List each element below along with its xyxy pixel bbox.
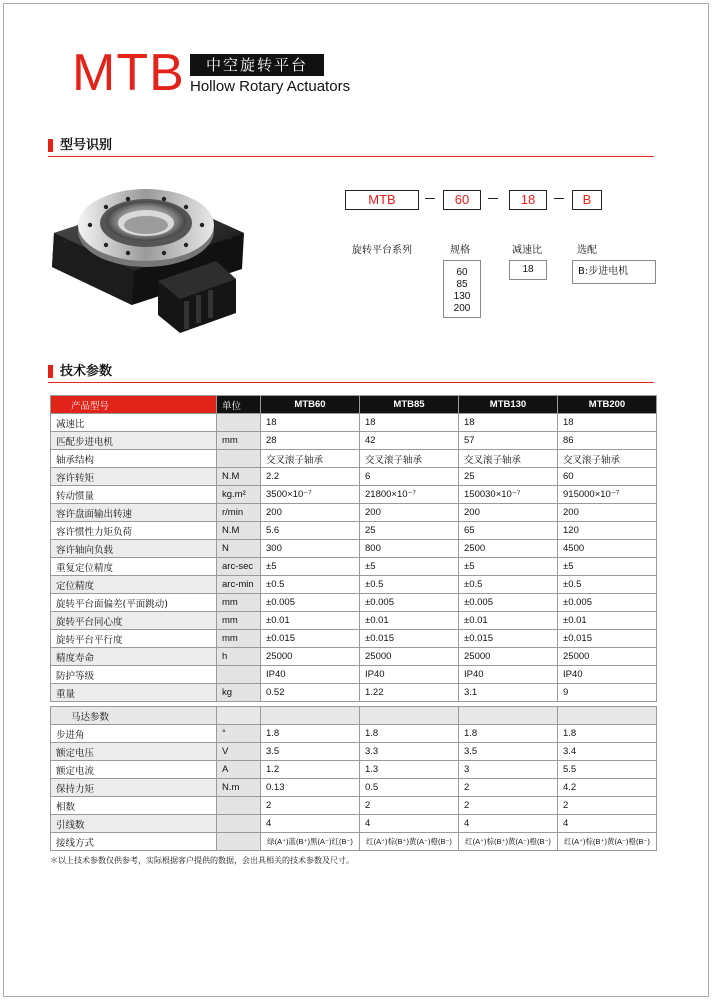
table-row: [51, 432, 657, 450]
row-name: 步进角: [51, 725, 217, 743]
row-value: 18: [261, 414, 360, 432]
row-value: 1.8: [459, 725, 558, 743]
table-row: [51, 540, 657, 558]
row-unit: N.M: [217, 468, 261, 486]
row-value: ±0.005: [459, 594, 558, 612]
row-unit: kg: [217, 684, 261, 702]
row-name: 接线方式: [51, 833, 217, 851]
row-value: ±0.015: [459, 630, 558, 648]
row-value: 0.5: [360, 779, 459, 797]
header-unit: 单位: [217, 396, 261, 414]
table-row: [51, 558, 657, 576]
row-value: 4: [261, 815, 360, 833]
row-value: 0.13: [261, 779, 360, 797]
code-size: 60: [443, 190, 481, 210]
code-option: B: [572, 190, 602, 210]
row-value: 60: [558, 468, 657, 486]
row-unit: N: [217, 540, 261, 558]
table-header-row: [51, 396, 657, 414]
row-value: 4: [459, 815, 558, 833]
row-value: ±0.015: [261, 630, 360, 648]
spec-table: [50, 395, 657, 702]
row-value: 3.3: [360, 743, 459, 761]
row-value: 200: [261, 504, 360, 522]
row-value: ±5: [558, 558, 657, 576]
row-unit: [217, 666, 261, 684]
title-chinese: 中空旋转平台: [190, 54, 324, 76]
section-tech-params: [48, 362, 654, 382]
table-row: [51, 648, 657, 666]
row-value: 200: [558, 504, 657, 522]
row-value: 6: [360, 468, 459, 486]
row-unit: kg.m²: [217, 486, 261, 504]
row-value: ±0.5: [360, 576, 459, 594]
row-unit: [217, 815, 261, 833]
label-series: 旋转平台系列: [352, 245, 412, 256]
table-row: [51, 725, 657, 743]
table-row: [51, 779, 657, 797]
row-value: 200: [360, 504, 459, 522]
row-value: 65: [459, 522, 558, 540]
row-value: 28: [261, 432, 360, 450]
product-image: [46, 175, 256, 335]
table-row: [51, 833, 657, 851]
row-value: 1.8: [261, 725, 360, 743]
row-name: 额定电压: [51, 743, 217, 761]
table-row: [51, 797, 657, 815]
row-value: ±5: [261, 558, 360, 576]
row-value: 86: [558, 432, 657, 450]
row-value: 交叉滚子轴承: [360, 450, 459, 468]
code-dash: [425, 198, 435, 199]
table-row: [51, 450, 657, 468]
row-name: 旋转平台面偏差(平面跳动): [51, 594, 217, 612]
row-value: 800: [360, 540, 459, 558]
row-value: ±0.005: [360, 594, 459, 612]
section-title: 技术参数: [60, 364, 113, 379]
row-value: 9: [558, 684, 657, 702]
row-name: 容许轴向负载: [51, 540, 217, 558]
row-value: 1.3: [360, 761, 459, 779]
table-row: [51, 486, 657, 504]
row-value: IP40: [360, 666, 459, 684]
row-value: 红(A⁺)棕(B⁺)黄(A⁻)橙(B⁻): [558, 833, 657, 851]
row-value: 5.5: [558, 761, 657, 779]
row-name: 引线数: [51, 815, 217, 833]
section-model-id: [48, 136, 654, 156]
row-value: 150030×10⁻⁷: [459, 486, 558, 504]
series-code-title: MTB: [72, 44, 185, 102]
row-value: 21800×10⁻⁷: [360, 486, 459, 504]
section-title: 型号识别: [60, 138, 113, 153]
title-english: Hollow Rotary Actuators: [190, 78, 351, 95]
row-unit: mm: [217, 594, 261, 612]
row-value: 3500×10⁻⁷: [261, 486, 360, 504]
row-value: 红(A⁺)棕(B⁺)黄(A⁻)橙(B⁻): [459, 833, 558, 851]
row-name: 重复定位精度: [51, 558, 217, 576]
row-unit: N.m: [217, 779, 261, 797]
row-value: 1.22: [360, 684, 459, 702]
row-value: 交叉滚子轴承: [558, 450, 657, 468]
ratio-options: 18: [509, 260, 547, 280]
row-value: 18: [558, 414, 657, 432]
row-value: 25000: [360, 648, 459, 666]
row-value: 3.1: [459, 684, 558, 702]
row-value: 0.52: [261, 684, 360, 702]
row-value: 2: [360, 797, 459, 815]
row-value: 18: [459, 414, 558, 432]
footnote: ＊以上技术参数仅供参考，实际根据客户提供的数据，会出具相关的技术参数及尺寸。: [50, 856, 354, 865]
table-row: [51, 522, 657, 540]
table-row: [51, 504, 657, 522]
row-value: ±0.015: [558, 630, 657, 648]
row-value: 1.8: [360, 725, 459, 743]
row-name: 定位精度: [51, 576, 217, 594]
row-value: IP40: [459, 666, 558, 684]
row-name: 容许惯性力矩负荷: [51, 522, 217, 540]
row-value: ±5: [360, 558, 459, 576]
row-value: 2: [459, 797, 558, 815]
row-unit: arc-sec: [217, 558, 261, 576]
row-value: 2: [261, 797, 360, 815]
row-value: 2.2: [261, 468, 360, 486]
row-name: 容许转矩: [51, 468, 217, 486]
header-model: 产品型号: [51, 396, 217, 414]
row-value: 915000×10⁻⁷: [558, 486, 657, 504]
table-row: [51, 761, 657, 779]
row-value: 3.5: [459, 743, 558, 761]
row-value: ±0.01: [360, 612, 459, 630]
row-name: 容许盘面输出转速: [51, 504, 217, 522]
row-value: ±0.01: [459, 612, 558, 630]
table-row: [51, 743, 657, 761]
table-row: [51, 684, 657, 702]
code-dash: [554, 198, 564, 199]
row-value: 交叉滚子轴承: [261, 450, 360, 468]
motor-table: [50, 706, 657, 851]
motor-header-row: [51, 707, 657, 725]
row-value: 25000: [459, 648, 558, 666]
table-row: [51, 576, 657, 594]
row-value: 5.6: [261, 522, 360, 540]
row-value: 交叉滚子轴承: [459, 450, 558, 468]
table-row: [51, 630, 657, 648]
row-unit: N.M: [217, 522, 261, 540]
table-row: [51, 468, 657, 486]
row-value: IP40: [261, 666, 360, 684]
row-value: IP40: [558, 666, 657, 684]
code-dash: [488, 198, 498, 199]
row-unit: A: [217, 761, 261, 779]
table-row: [51, 612, 657, 630]
row-name: 减速比: [51, 414, 217, 432]
row-value: ±0.015: [360, 630, 459, 648]
row-unit: mm: [217, 612, 261, 630]
row-unit: [217, 797, 261, 815]
table-row: [51, 414, 657, 432]
row-value: ±0.01: [558, 612, 657, 630]
row-name: 额定电流: [51, 761, 217, 779]
row-value: ±5: [459, 558, 558, 576]
row-value: 25: [459, 468, 558, 486]
table-row: [51, 666, 657, 684]
row-unit: [217, 414, 261, 432]
label-ratio: 减速比: [512, 245, 542, 256]
row-name: 相数: [51, 797, 217, 815]
row-name: 旋转平台同心度: [51, 612, 217, 630]
row-value: ±0.5: [558, 576, 657, 594]
code-ratio: 18: [509, 190, 547, 210]
row-name: 匹配步进电机: [51, 432, 217, 450]
row-value: 红(A⁺)棕(B⁺)黄(A⁻)橙(B⁻): [360, 833, 459, 851]
row-name: 防护等级: [51, 666, 217, 684]
row-value: 2: [459, 779, 558, 797]
row-value: 3: [459, 761, 558, 779]
row-value: ±0.5: [261, 576, 360, 594]
label-size: 规格: [450, 245, 470, 256]
motor-header: 马达参数: [51, 707, 217, 725]
row-name: 轴承结构: [51, 450, 217, 468]
row-value: 25000: [558, 648, 657, 666]
row-name: 旋转平台平行度: [51, 630, 217, 648]
row-value: 2: [558, 797, 657, 815]
row-value: ±0.005: [558, 594, 657, 612]
row-value: 120: [558, 522, 657, 540]
header-model-1: MTB60: [261, 396, 360, 414]
row-unit: mm: [217, 630, 261, 648]
header-model-3: MTB130: [459, 396, 558, 414]
row-name: 精度寿命: [51, 648, 217, 666]
row-unit: °: [217, 725, 261, 743]
row-unit: [217, 450, 261, 468]
code-series: MTB: [345, 190, 419, 210]
header-model-2: MTB85: [360, 396, 459, 414]
row-unit: V: [217, 743, 261, 761]
row-name: 重量: [51, 684, 217, 702]
row-name: 保持力矩: [51, 779, 217, 797]
row-unit: mm: [217, 432, 261, 450]
option-options: B:步进电机: [572, 260, 656, 284]
size-options: 60 85 130 200: [443, 260, 481, 318]
row-value: 4500: [558, 540, 657, 558]
row-value: 57: [459, 432, 558, 450]
table-row: [51, 594, 657, 612]
row-value: 25000: [261, 648, 360, 666]
row-value: 18: [360, 414, 459, 432]
row-value: 1.8: [558, 725, 657, 743]
row-unit: arc-min: [217, 576, 261, 594]
row-unit: r/min: [217, 504, 261, 522]
row-value: ±0.005: [261, 594, 360, 612]
row-value: 200: [459, 504, 558, 522]
row-value: ±0.01: [261, 612, 360, 630]
row-unit: h: [217, 648, 261, 666]
row-value: 1.2: [261, 761, 360, 779]
header-model-4: MTB200: [558, 396, 657, 414]
label-option: 选配: [577, 245, 597, 256]
row-value: 3.5: [261, 743, 360, 761]
row-unit: [217, 833, 261, 851]
row-value: 4: [360, 815, 459, 833]
row-value: 绿(A⁺)蓝(B⁺)黑(A⁻)红(B⁻): [261, 833, 360, 851]
row-value: ±0.5: [459, 576, 558, 594]
row-value: 300: [261, 540, 360, 558]
row-value: 25: [360, 522, 459, 540]
row-value: 2500: [459, 540, 558, 558]
table-row: [51, 815, 657, 833]
row-value: 3.4: [558, 743, 657, 761]
row-value: 4.2: [558, 779, 657, 797]
row-value: 4: [558, 815, 657, 833]
row-value: 42: [360, 432, 459, 450]
row-name: 转动惯量: [51, 486, 217, 504]
